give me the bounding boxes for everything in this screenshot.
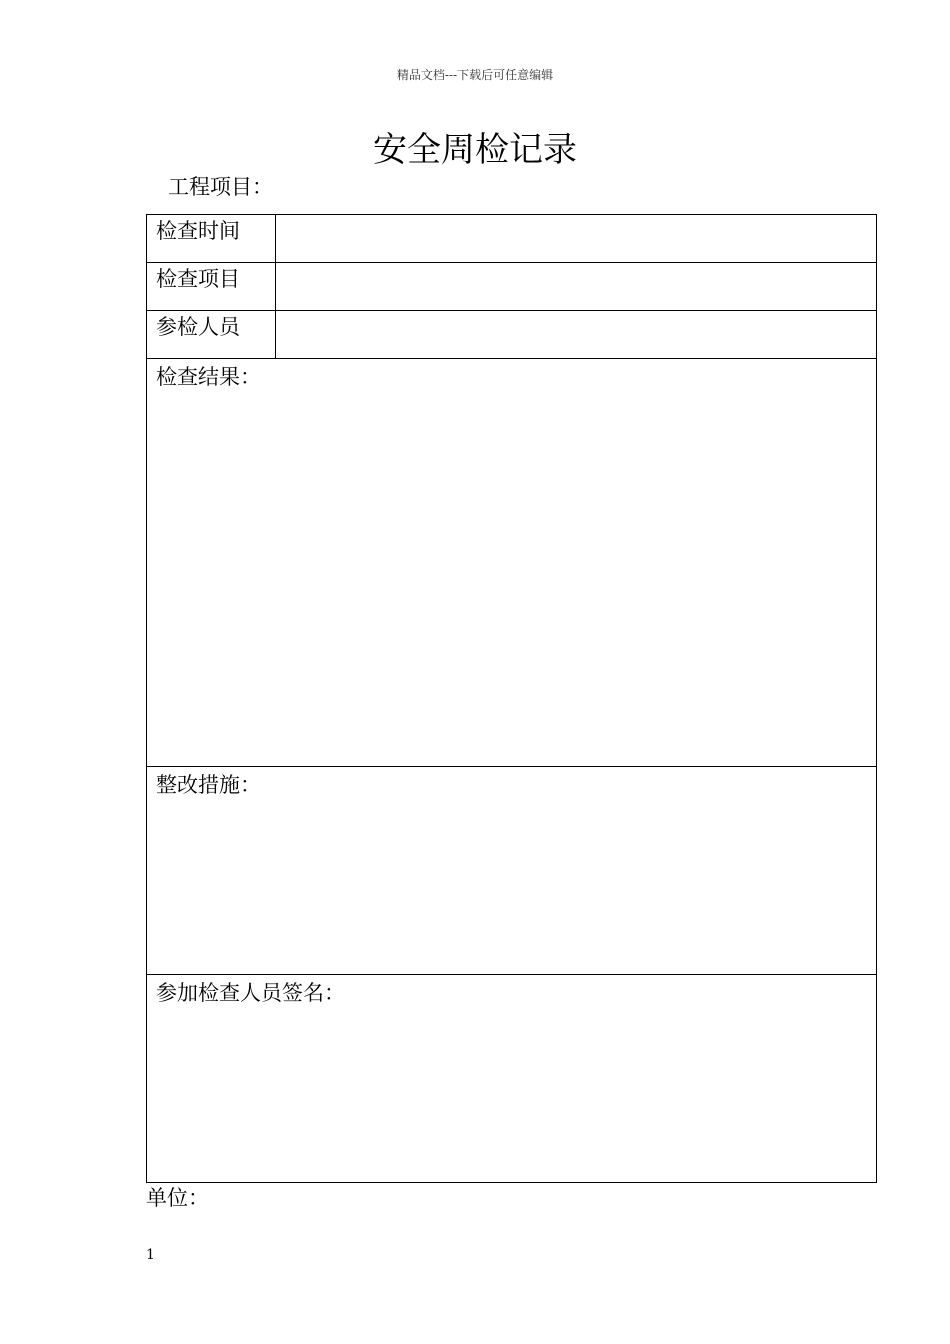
table-row-inspectors [147, 311, 877, 359]
inspector-signatures-label: 参加检查人员签名： [147, 975, 877, 1183]
inspection-form-table [146, 214, 877, 1183]
table-row-inspection-result [147, 359, 877, 767]
table-row-corrective-measures [147, 767, 877, 975]
inspection-item-label: 检查项目 [147, 263, 276, 311]
inspectors-label: 参检人员 [147, 311, 276, 359]
inspectors-value [276, 311, 877, 359]
table-row-inspection-time [147, 215, 877, 263]
inspection-time-value [276, 215, 877, 263]
inspection-result-label: 检查结果： [147, 359, 877, 767]
project-label: 工程项目： [168, 175, 273, 199]
unit-label: 单位： [146, 1186, 209, 1210]
inspection-time-label: 检查时间 [147, 215, 276, 263]
header-note: 精品文档---下载后可任意编辑 [396, 68, 554, 82]
page-number: 1 [146, 1247, 155, 1263]
table-row-inspector-signatures [147, 975, 877, 1183]
corrective-measures-label: 整改措施： [147, 767, 877, 975]
inspection-item-value [276, 263, 877, 311]
table-row-inspection-item [147, 263, 877, 311]
document-title: 安全周检记录 [373, 130, 577, 170]
